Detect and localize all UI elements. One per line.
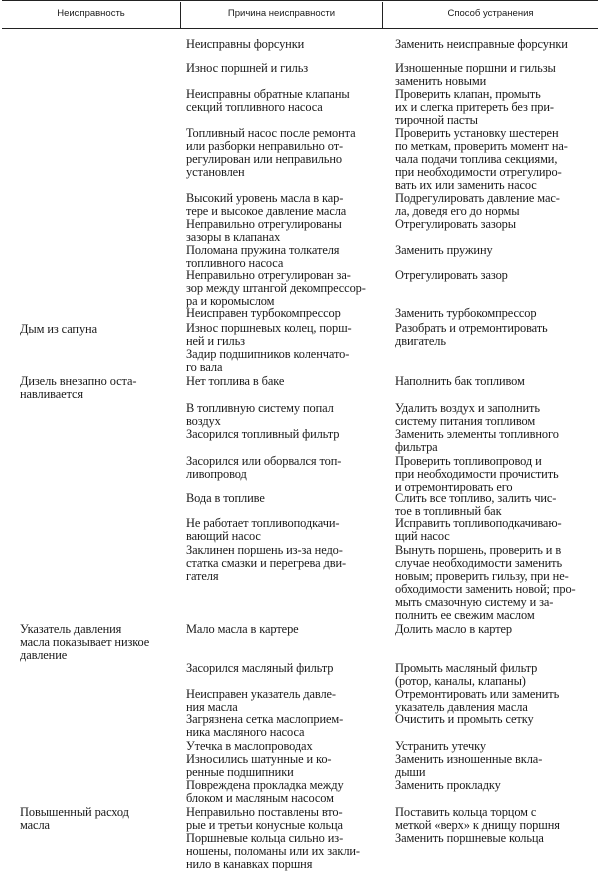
remedy-text: Заменить изношенные вкла- дыши <box>395 752 543 779</box>
cause-text: Неисправен турбокомпрессор <box>186 306 341 320</box>
header-fault: Неисправность <box>57 8 125 19</box>
fault-text: Повышенный расход масла <box>20 805 129 832</box>
cause-text: Неисправны обратные клапаны секций топливного насоса <box>186 87 350 114</box>
table-header <box>2 0 598 29</box>
cause-text: Повреждена прокладка между блоком и масляным насосом <box>186 778 344 805</box>
cause-text: Утечка в маслопроводах <box>186 739 313 753</box>
remedy-text: Заменить поршневые кольца <box>395 831 544 845</box>
remedy-text: Заменить неисправные форсунки <box>395 37 568 51</box>
cause-text: Неправильно поставлены вто- рые и третьи конусные кольца <box>186 805 343 832</box>
remedy-text: Отрегулировать зазор <box>395 268 508 282</box>
cause-text: Засорился масляный фильтр <box>186 661 334 675</box>
cause-text: Загрязнена сетка маслоприем- ника масляного насоса <box>186 712 344 739</box>
remedy-text: Поставить кольца торцом с меткой «верх» к днищу поршня <box>395 805 560 832</box>
cause-text: Засорился топливный фильтр <box>186 427 340 441</box>
remedy-text: Изношенные поршни и гильзы заменить новыми <box>395 61 556 88</box>
cause-text: Неисправен указатель давле- ния масла <box>186 687 336 714</box>
cause-text: Износились шатунные и ко- ренные подшипники <box>186 752 332 779</box>
remedy-text: Удалить воздух и заполнить систему питания топливом <box>395 401 540 428</box>
remedy-text: Заменить прокладку <box>395 778 501 792</box>
remedy-text: Устранить утечку <box>395 739 486 753</box>
cause-text: Мало масла в картере <box>186 622 299 636</box>
cause-text: Вода в топливе <box>186 491 265 505</box>
remedy-text: Разобрать и отремонтировать двигатель <box>395 321 548 348</box>
remedy-text: Очистить и промыть сетку <box>395 712 534 726</box>
remedy-text: Исправить топливоподкачиваю- щий насос <box>395 516 562 543</box>
fault-text: Дизель внезапно оста- навливается <box>20 374 137 401</box>
cause-text: Неправильно отрегулирован за- зор между штангой декомпрессор- ра и коромыслом <box>186 268 366 308</box>
remedy-text: Заменить пружину <box>395 243 493 257</box>
remedy-text: Отрегулировать зазоры <box>395 217 517 231</box>
fault-text: Указатель давления масла показывает низкое давление <box>20 622 150 662</box>
remedy-text: Заменить элементы топливного фильтра <box>395 427 559 454</box>
remedy-text: Промыть масляный фильтр (ротор, каналы, клапаны) <box>395 661 538 688</box>
header-remedy: Способ устранения <box>447 8 534 19</box>
cause-text: Высокий уровень масла в кар- тере и высокое давление масла <box>186 191 347 218</box>
remedy-text: Проверить клапан, промыть их и слегка притереть без при- тирочной пасты <box>395 87 554 127</box>
remedy-text: Вынуть поршень, проверить и в случае необходимости заменить новым; проверить гильзу, при не- обходимости заменить новой; про- мыть смазочную систему и за- полнить ее свежим маслом <box>395 543 576 622</box>
cause-text: Неисправны форсунки <box>186 37 305 51</box>
cause-text: Заклинен поршень из-за недо- статка смазки и перегрева дви- гателя <box>186 543 347 583</box>
remedy-text: Подрегулировать давление мас- ла, доведя его до нормы <box>395 191 560 218</box>
cause-text: Поршневые кольца сильно из- ношены, поломаны или их закли- нило в канавках поршня <box>186 831 360 871</box>
cause-text: Износ поршневых колец, порш- ней и гильз <box>186 321 352 348</box>
header-cause: Причина неисправности <box>227 8 336 19</box>
cause-text: Нет топлива в баке <box>186 374 285 388</box>
cause-text: Засорился или оборвался топ- ливопровод <box>186 454 342 481</box>
cause-text: В топливную систему попал воздух <box>186 401 334 428</box>
remedy-text: Наполнить бак топливом <box>395 374 525 388</box>
remedy-text: Заменить турбокомпрессор <box>395 306 537 320</box>
cause-text: Не работает топливоподкачи- вающий насос <box>186 516 340 543</box>
cause-text: Неправильно отрегулированы зазоры в клапанах <box>186 217 342 244</box>
remedy-text: Отремонтировать или заменить указатель давления масла <box>395 687 560 714</box>
remedy-text: Долить масло в картер <box>395 622 513 636</box>
remedy-text: Слить все топливо, залить чис- тое в топливный бак <box>395 491 557 518</box>
cause-text: Задир подшипников коленчато- го вала <box>186 347 350 374</box>
remedy-text: Проверить установку шестерен по меткам, проверить момент на- чала подачи топлива секциями, при необходимости отрегулиро- вать их или заменить насос <box>395 126 568 192</box>
cause-text: Топливный насос после ремонта или разборки неправильно от- регулирован или неправильно установлен <box>186 126 356 179</box>
cause-text: Поломана пружина толкателя топливного насоса <box>186 243 340 270</box>
cause-text: Износ поршней и гильз <box>186 61 309 75</box>
remedy-text: Проверить топливопровод и при необходимости прочистить и отремонтировать его <box>395 454 559 494</box>
fault-text: Дым из сапуна <box>20 322 97 336</box>
